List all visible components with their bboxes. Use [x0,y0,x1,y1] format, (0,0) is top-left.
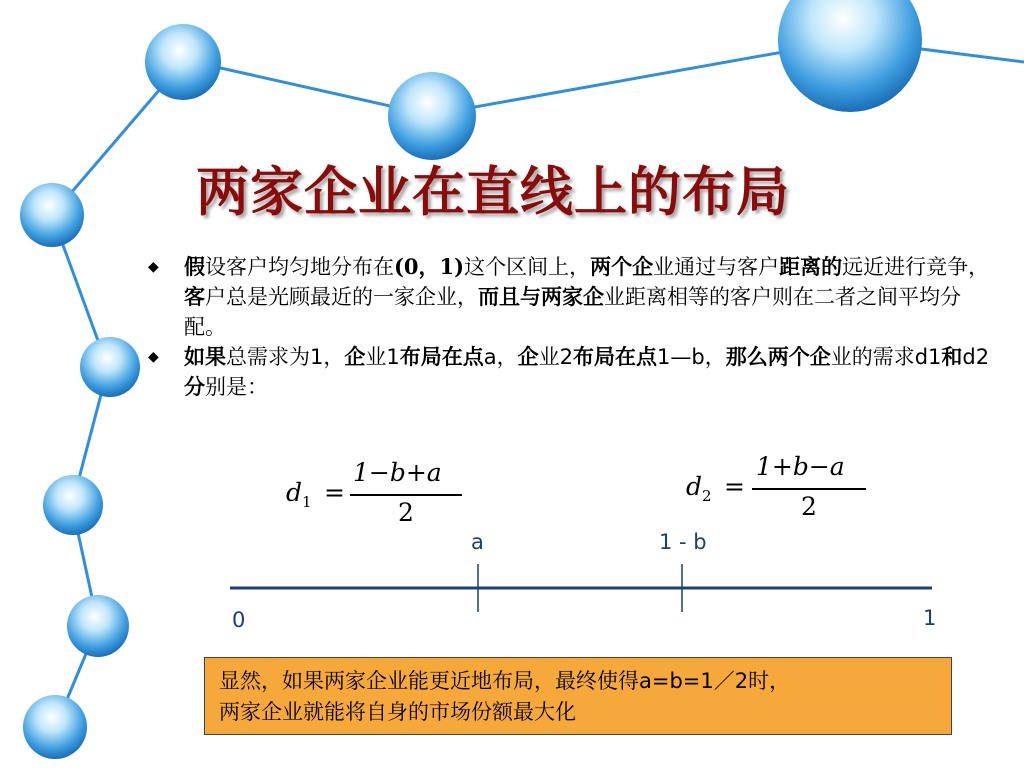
text-run: 户总是光顾最近的一家企业， [205,285,478,309]
label-one: 1 [923,606,937,630]
text-run: 假 [184,255,205,279]
text-run: 1—b， [657,345,726,369]
fraction-numerator: 1−b+a [353,458,442,487]
sphere-decor [43,475,103,535]
text-run: 企 [344,345,366,369]
text-run: 总需求为1， [226,345,345,369]
diamond-bullet-icon: ◆ [148,259,159,275]
formula-lhs: d [286,478,303,507]
formula-d2 [686,452,871,527]
text-run: 距离的 [779,255,843,279]
text-run: 分 [184,375,205,399]
conclusion-line-1: 显然，如果两家企业能更近地布局，最终使得a=b=1／2时， [219,669,791,693]
sphere-decor [778,0,922,112]
text-run: 业通过与客户 [653,255,780,279]
fraction-bar [350,494,462,496]
formula-subscript: 2 [702,487,712,505]
diamond-bullet-icon: ◆ [148,349,159,365]
slide-title: 两家企业在直线上的布局 [196,162,790,223]
bullet-item [148,342,993,402]
text-run: 两个企 [590,255,654,279]
sphere-decor [20,183,84,247]
fraction-denominator: 2 [801,492,817,521]
text-run: 如果 [184,345,226,369]
text-run: 布局在点 [573,345,657,369]
sphere-decor [67,595,129,657]
conclusion-box [204,657,952,735]
text-run: 企 [517,345,539,369]
text-run: 这个区间上， [464,255,591,279]
fraction-bar [752,488,866,490]
conclusion-line-2: 两家企业就能将自身的市场份额最大化 [219,700,576,724]
formula-subscript: 1 [302,493,312,511]
text-run: 设客户均匀地分布在 [205,255,394,279]
bullet-item [148,252,993,342]
text-run: a， [483,345,518,369]
label-1-minus-b: 1 - b [659,530,707,554]
text-run: 业的需求d1 [830,345,942,369]
sphere-decor [23,695,87,759]
text-run: 业距离相等的客户则在二者之间平均分配。 [184,285,961,339]
bullet-list [148,252,993,402]
text-run: 业2 [538,345,573,369]
equals-sign: = [324,478,345,507]
text-run: 和 [941,345,963,369]
text-run: 客 [184,285,205,309]
fraction-numerator: 1+b−a [756,452,845,481]
text-run: 而且与两家企 [478,285,604,309]
sphere-decor [80,337,140,397]
text-run: d2 [962,345,990,369]
text-run: (0，1) [394,254,465,279]
text-run: 布局在点 [399,345,484,369]
fraction-denominator: 2 [398,498,414,527]
label-a: a [471,530,484,554]
formula-d1 [286,458,466,533]
sphere-decor [145,24,221,100]
text-run: 那么两个企 [725,345,831,369]
text-run: 业1 [365,345,400,369]
equals-sign: = [724,472,745,501]
text-run: 远近进行竞争， [842,255,990,279]
formula-lhs: d [686,472,703,501]
sphere-decor [388,72,476,160]
text-run: 别是： [205,375,268,399]
number-line [230,564,932,612]
label-zero: 0 [232,608,246,632]
